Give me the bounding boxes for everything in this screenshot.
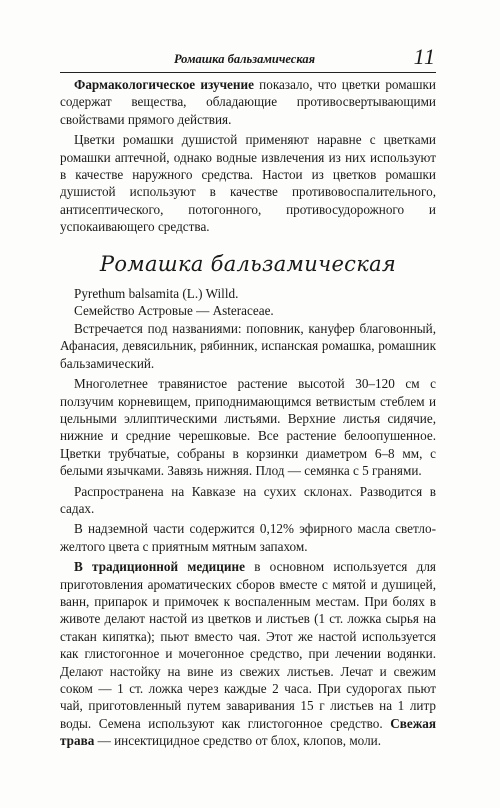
oil-paragraph: В надземной части содержится 0,12% эфирного масла светло-желтого цвета с приятным мятным запахом. bbox=[60, 521, 436, 554]
section-title: Ромашка бальзамическая bbox=[99, 251, 397, 276]
traditional-medicine-term: В традиционной медицине bbox=[74, 559, 245, 575]
latin-name: Pyrethum balsamita (L.) Willd. bbox=[74, 286, 239, 302]
pharmacology-term: Фармакологическое изучение bbox=[74, 77, 254, 92]
medicine-text: в основном используется для приготовления ароматических сборов вместе с мятой и душицей, ванн, припарок и примочек к воспаленным местам. При болях в животе делают настой из цветков и листьев (1 ст. ложка сырья на стакан кипятка); пьют вместо чая. Этот же настой используется как глистогонное и мочегонное средство, при лечении водянки. Делают настойку на вине из свежих листьев. Лечат и свежим соком — 1 ст. ложка через каждые 2 часа. При судорогах пьют чай, приготовленный путем заваривания 15 г листьев на 1 литр воды. Семена используют как глистогонное средство. bbox=[60, 559, 436, 731]
fresh-herb-term: Свежая трава bbox=[60, 715, 436, 749]
intro-paragraph-2: Цветки ромашки душистой применяют наравне с цветками ромашки аптечной, однако водные извлечения из них используют в качестве наружного средства. Настои из цветков ромашки душистой используют в качестве противовоспалительного, антисептического, потогонного, противосудорожного и успокаивающего средства. bbox=[60, 132, 436, 235]
header-rule bbox=[60, 72, 436, 73]
intro-paragraph-1 bbox=[60, 76, 436, 128]
synonyms-paragraph: Встречается под названиями: поповник, кануфер благовонный, Афанасия, девясильник, рябинник, испанская ромашка, ромашник бальзамический. bbox=[60, 320, 436, 371]
family-line: Семейство Астровые — Asteraceae. bbox=[74, 303, 274, 319]
page-body bbox=[60, 76, 436, 750]
distribution-paragraph: Распространена на Кавказе на сухих склонах. Разводится в садах. bbox=[60, 483, 436, 516]
running-title: Ромашка бальзамическая bbox=[174, 52, 316, 66]
page-header bbox=[60, 44, 436, 72]
fresh-herb-text: — инсектицидное средство от блох, клопов, моли. bbox=[94, 733, 382, 749]
description-paragraph: Многолетнее травянистое растение высотой 30–120 см с ползучим корневищем, приподнимающимся ветвистым стеблем и цельными эллиптическими листьями. Верхние листья сидячие, нижние и средние черешковые. Все растение белоопушенное. Цветки трубчатые, собраны в корзинки диаметром 6–8 мм, с белыми язычками. Завязь нижняя. Плод — семянка с 5 гранями. bbox=[60, 376, 436, 479]
intro-paragraph-1-text: показало, что цветки ромашки содержат вещества, обладающие противосвертывающими свойствами прямого действия. bbox=[60, 77, 436, 127]
page-number: 11 bbox=[413, 44, 436, 69]
medicine-paragraph bbox=[60, 558, 436, 749]
